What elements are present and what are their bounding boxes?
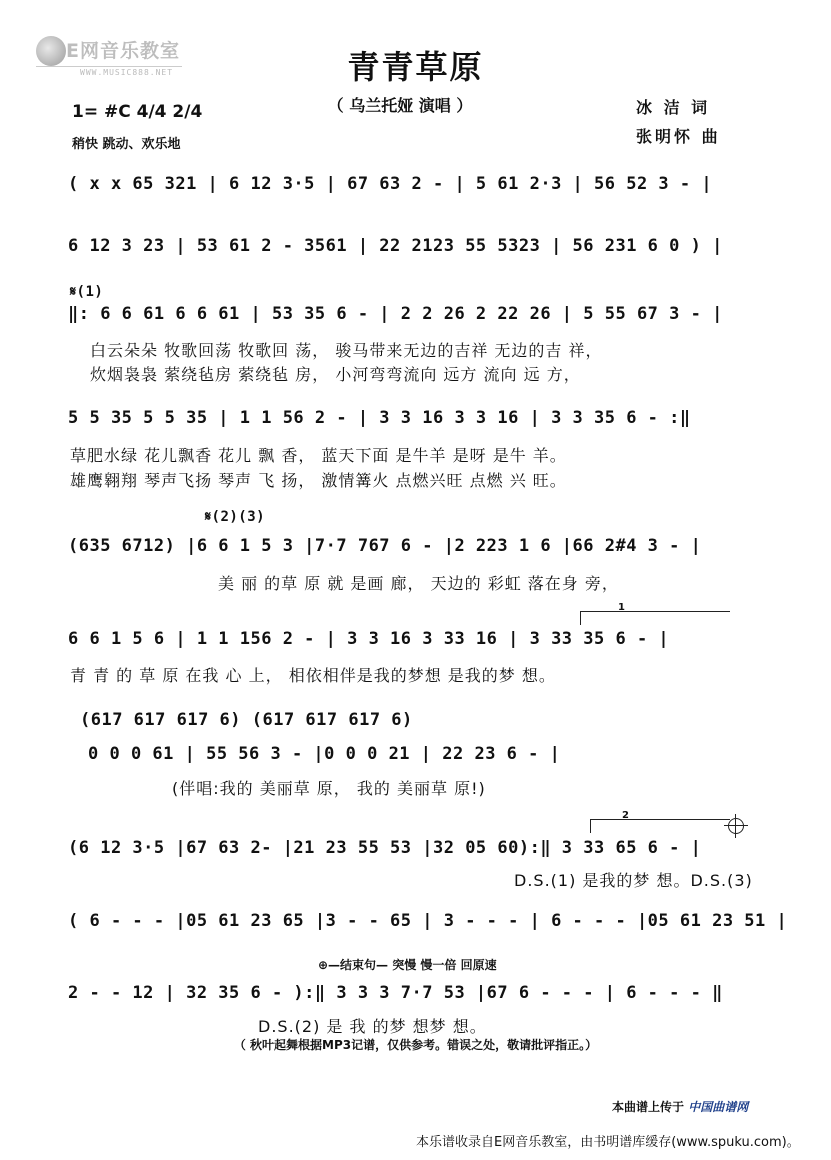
lyric-line-8: D.S.(1) 是我的梦 想。D.S.(3) xyxy=(514,871,753,890)
score-line-8: (6 12 3·5 |67 63 2- |21 23 55 53 |32 05 60):‖ 3 33 65 6 - | xyxy=(68,838,702,858)
score-line-6: 6 6 1 5 6 | 1 1 156 2 - | 3 3 16 3 33 16 | 3 33 35 6 - | xyxy=(68,629,670,649)
volta-1-bracket xyxy=(580,611,730,612)
volta-1-hook xyxy=(580,611,581,625)
segno-mark-2: 𝄋(2)(3) xyxy=(205,509,266,525)
upload-brand[interactable]: 中国曲谱网 xyxy=(688,1100,749,1114)
song-title: 青青草原 xyxy=(347,48,484,86)
lyric-line-4a: 草肥水绿 花儿飘香 花儿 飘 香， 蓝天下面 是牛羊 是呀 是牛 羊。 xyxy=(70,446,567,465)
score-line-1: ( x x 65 321 | 6 12 3·5 | 67 63 2 - | 5 61 2·3 | 56 52 3 - | xyxy=(68,174,713,194)
score-line-5: (635 6712) |6 6 1 5 3 |7·7 767 6 - |2 223 1 6 |66 2#4 3 - | xyxy=(68,536,702,556)
source-line: 本乐谱收录自E网音乐教室，由书明谱库缓存(www.spuku.com)。 xyxy=(416,1135,800,1150)
accompaniment-line: (617 617 617 6) (617 617 617 6) xyxy=(80,710,413,730)
score-line-7: 0 0 0 61 | 55 56 3 - |0 0 0 21 | 22 23 6 - | xyxy=(88,744,561,764)
score-line-3: ‖: 6 6 61 6 6 61 | 53 35 6 - | 2 2 26 2 22 26 | 5 55 67 3 - | xyxy=(68,304,723,324)
volta-2-hook xyxy=(590,819,591,833)
lyricist: 冰 洁 词 xyxy=(636,98,711,117)
lyric-line-5: 美 丽 的草 原 就 是画 廊， 天边的 彩虹 落在身 旁， xyxy=(218,574,619,593)
lyric-line-7: (伴唱:我的 美丽草 原， 我的 美丽草 原!) xyxy=(172,779,486,798)
site-logo-url: WWW.MUSIC888.NET xyxy=(80,68,174,77)
volta-2-bracket xyxy=(590,819,730,820)
composer: 张明怀 曲 xyxy=(636,127,721,146)
lyric-line-6: 青 青 的 草 原 在我 心 上， 相依相伴是我的梦想 是我的梦 想。 xyxy=(70,666,556,685)
score-line-2: 6 12 3 23 | 53 61 2 - 3561 | 22 2123 55 5323 | 56 231 6 0 ) | xyxy=(68,236,723,256)
key-signature: 1= #C 4/4 2/4 xyxy=(72,102,203,122)
volta-1-number: 1 xyxy=(618,602,625,613)
transcriber-note: （ 秋叶起舞根据MP3记谱，仅供参考。错误之处，敬请批评指正。） xyxy=(233,1038,598,1052)
lyric-line-3b: 炊烟袅袅 萦绕毡房 萦绕毡 房， 小河弯弯流向 远方 流向 远 方， xyxy=(90,365,581,384)
score-line-10: 2 - - 12 | 32 35 6 - ):‖ 3 3 3 7·7 53 |67 6 - - - | 6 - - - ‖ xyxy=(68,983,723,1003)
lyric-line-4b: 雄鹰翱翔 琴声飞扬 琴声 飞 扬， 激情篝火 点燃兴旺 点燃 兴 旺。 xyxy=(70,471,567,490)
upload-label: 本曲谱上传于 xyxy=(612,1100,685,1114)
site-logo-name: E网音乐教室 xyxy=(66,40,180,62)
segno-mark-1: 𝄋(1) xyxy=(70,284,104,300)
score-line-4: 5 5 35 5 5 35 | 1 1 56 2 - | 3 3 16 3 3 16 | 3 3 35 6 - :‖ xyxy=(68,408,691,428)
coda-icon xyxy=(728,818,744,834)
score-line-9: ( 6 - - - |05 61 23 65 |3 - - 65 | 3 - - - | 6 - - - |05 61 23 51 | xyxy=(68,911,788,931)
tempo-marking: 稍快 跳动、欢乐地 xyxy=(72,137,181,152)
volta-2-number: 2 xyxy=(622,810,629,821)
performer: （ 乌兰托娅 演唱 ） xyxy=(327,96,473,115)
lyric-line-10: D.S.(2) 是 我 的梦 想梦 想。 xyxy=(258,1017,487,1036)
upload-credit xyxy=(612,1098,748,1115)
lyric-line-3a: 白云朵朵 牧歌回荡 牧歌回 荡， 骏马带来无边的吉祥 无边的吉 祥， xyxy=(90,341,603,360)
ending-section-label: ⊕—结束句— 突慢 慢一倍 回原速 xyxy=(318,958,497,972)
